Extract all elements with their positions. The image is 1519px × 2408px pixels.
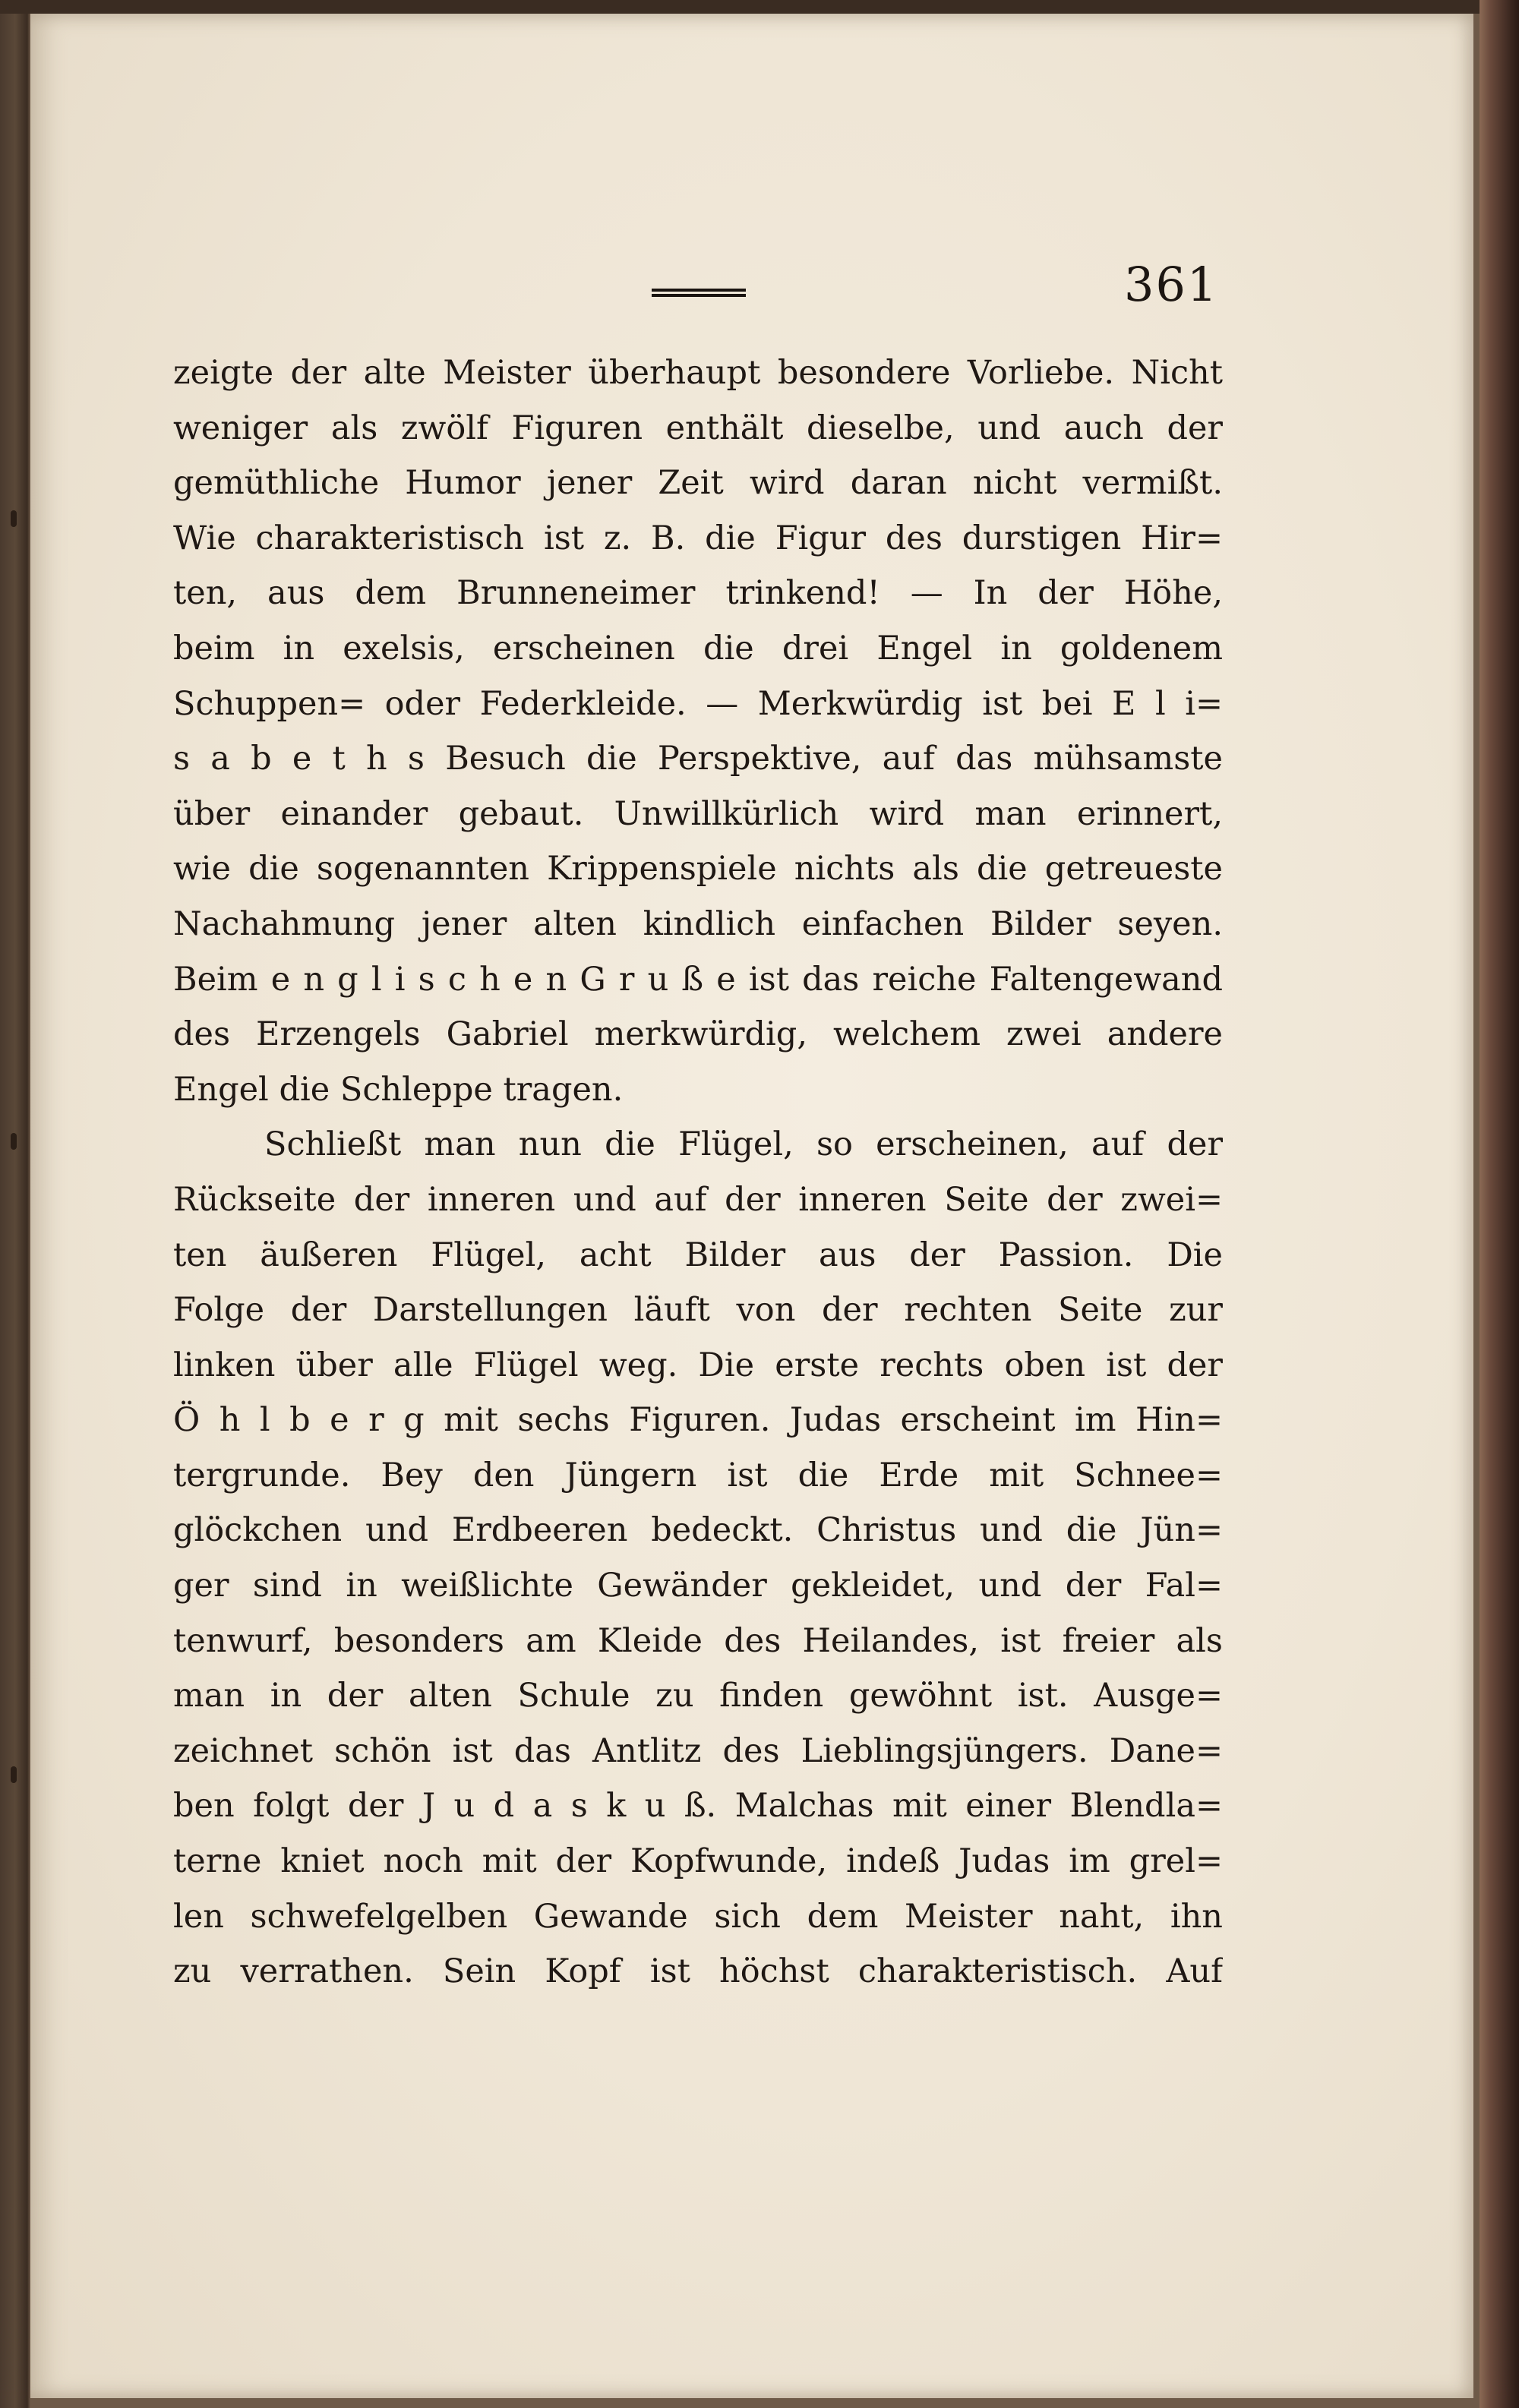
header-rule [652,289,746,299]
text-line: man in der alten Schule zu finden gewöhnt ist. Ausge= [173,1677,1223,1715]
text-line: über einander gebaut. Unwillkürlich wird man erinnert, [173,794,1223,833]
text-line: tergrunde. Bey den Jüngern ist die Erde mit Schnee= [173,1456,1223,1494]
text-line: Nachahmung jener alten kindlich einfachen Bilder seyen. [173,904,1223,943]
text-line: ten, aus dem Brunneneimer trinkend! — In der Höhe, [173,574,1223,613]
page-number: 361 [1124,257,1219,312]
text-line: Schließt man nun die Flügel, so erscheinen, auf der [264,1125,1223,1164]
text-line: Engel die Schleppe tragen. [173,1070,624,1109]
header-rule-line [652,289,746,292]
text-line: Beim e n g l i s c h e n G r u ß e ist das reiche Faltengewand [173,960,1223,999]
text-line: ger sind in weißlichte Gewänder gekleidet, und der Fal= [173,1567,1223,1605]
margin-mark [11,510,17,527]
text-line: wie die sogenannten Krippenspiele nichts als die getreueste [173,850,1223,888]
text-line: glöckchen und Erdbeeren bedeckt. Christus und die Jün= [173,1511,1223,1550]
text-line: gemüthliche Humor jener Zeit wird daran nicht vermißt. [173,464,1223,503]
text-line: tenwurf, besonders am Kleide des Heilandes, ist freier als [173,1621,1223,1660]
text-line: zu verrathen. Sein Kopf ist höchst charakteristisch. Auf [173,1952,1223,1991]
text-line: zeichnet schön ist das Antlitz des Lieblingsjüngers. Dane= [173,1731,1223,1770]
text-line: linken über alle Flügel weg. Die erste rechts oben ist der [173,1346,1223,1384]
body-text [173,346,1223,1999]
book-top-edge [0,0,1519,14]
text-line: len schwefelgelben Gewande sich dem Meister naht, ihn [173,1897,1223,1936]
text-line: ten äußeren Flügel, acht Bilder aus der Passion. Die [173,1236,1223,1274]
book-binding-edge [1480,0,1519,2408]
text-line: Wie charakteristisch ist z. B. die Figur des durstigen Hir= [173,519,1223,557]
margin-mark [11,1133,17,1150]
text-line: des Erzengels Gabriel merkwürdig, welchem zwei andere [173,1015,1223,1054]
text-line: Schuppen= oder Federkleide. — Merkwürdig ist bei E l i= [173,684,1223,723]
margin-mark [11,1766,17,1783]
text-line: beim in exelsis, erscheinen die drei Engel in goldenem [173,629,1223,667]
text-line: zeigte der alte Meister überhaupt besondere Vorliebe. Nicht [173,354,1223,392]
text-line: Rückseite der inneren und auf der inneren Seite der zwei= [173,1180,1223,1219]
header-rule-line [652,294,746,297]
text-line: Folge der Darstellungen läuft von der rechten Seite zur [173,1291,1223,1330]
text-line: terne kniet noch mit der Kopfwunde, indeß Judas im grel= [173,1842,1223,1881]
text-line: s a b e t h s Besuch die Perspektive, auf das mühsamste [173,740,1223,778]
text-line: ben folgt der J u d a s k u ß. Malchas mit einer Blendla= [173,1787,1223,1826]
text-line: Ö h l b e r g mit sechs Figuren. Judas erscheint im Hin= [173,1401,1223,1440]
text-line: weniger als zwölf Figuren enthält dieselbe, und auch der [173,409,1223,447]
